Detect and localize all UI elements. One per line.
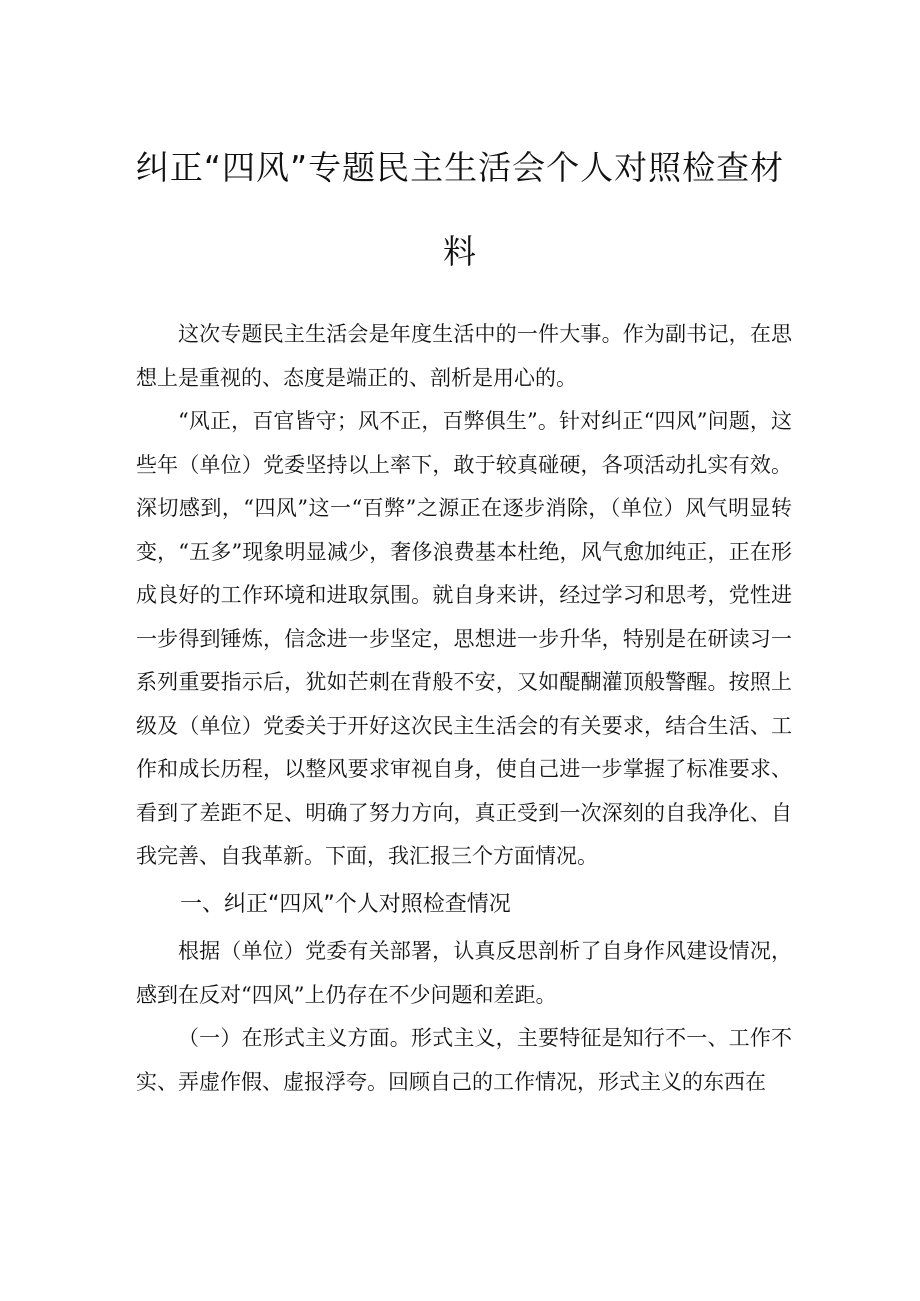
paragraph-formalism: （一）在形式主义方面。形式主义，主要特征是知行不一、工作不实、弄虚作假、虚报浮夸。回顾自己的工作情况，形式主义的东西在	[136, 1026, 792, 1094]
paragraph-intro: 这次专题民主生活会是年度生活中的一件大事。作为副书记，在思想上是重视的、态度是端正的、剖析是用心的。	[136, 322, 792, 390]
paragraph-background: “风正，百官皆守；风不正，百弊俱生”。针对纠正“四风”问题，这些年（单位）党委坚持以上率下，敢于较真碰硬，各项活动扎实有效。深切感到，“四风”这一“百弊”之源正在逐步消除，（单位）风气明显转变，“五多”现象明显减少，奢侈浪费基本杜绝，风气愈加纯正，正在形成良好的工作环境和进取氛围。就自身来讲，经过学习和思考，党性进一步得到锤炼，信念进一步坚定，思想进一步升华，特别是在研读习一系列重要指示后，犹如芒刺在背般不安，又如醍醐灌顶般警醒。按照上级及（单位）党委关于开好这次民主生活会的有关要求，结合生活、工作和成长历程，以整风要求审视自身，使自己进一步掌握了标准要求、看到了差距不足、明确了努力方向，真正受到一次深刻的自我净化、自我完善、自我革新。下面，我汇报三个方面情况。	[136, 409, 792, 868]
paragraph-section-1-intro: 根据（单位）党委有关部署，认真反思剖析了自身作风建设情况，感到在反对“四风”上仍存在不少问题和差距。	[136, 939, 792, 1007]
document-body	[136, 313, 792, 1104]
section-heading-1: 一、纠正“四风”个人对照检查情况	[180, 891, 511, 917]
document-title-line-1: 纠正“四风”专题民主生活会个人对照检查材	[135, 148, 785, 187]
document-title-line-2: 料	[443, 232, 477, 271]
